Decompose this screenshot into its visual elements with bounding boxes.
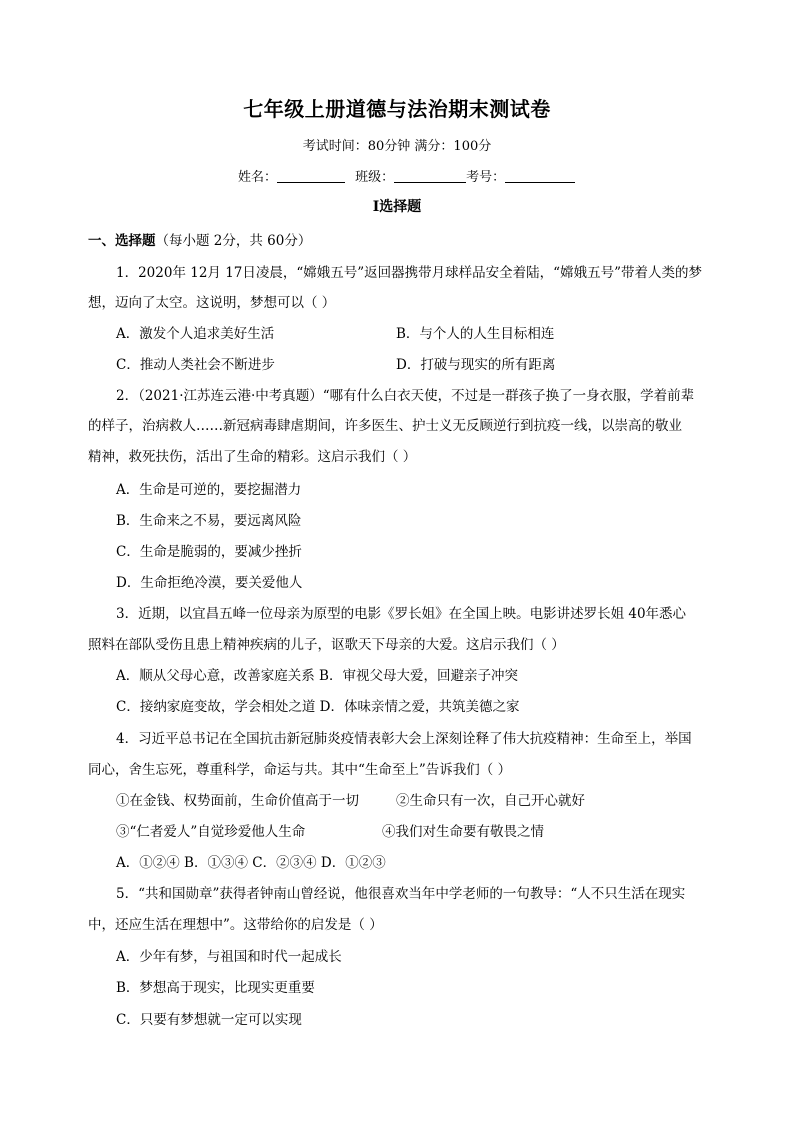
- question-2-option-c: C．生命是脆弱的，要减少挫折: [116, 544, 302, 560]
- part-note: （每小题 2分，共 60分）: [155, 233, 312, 249]
- question-3-line-1: 3．近期，以宜昌五峰一位母亲为原型的电影《罗长姐》在全国上映。电影讲述罗长姐 40年悉心: [116, 606, 687, 622]
- number-blank[interactable]: [505, 168, 575, 183]
- question-5-option-c: C．只要有梦想就一定可以实现: [116, 1012, 302, 1028]
- question-4-statement-1: ①在金钱、权势面前，生命价值高于一切: [116, 793, 359, 809]
- number-label: 考号：: [466, 170, 506, 185]
- question-5-line-2: 中，还应生活在理想中”。这带给你的启发是（ ）: [88, 917, 383, 933]
- question-2-option-b: B．生命来之不易，要远离风险: [116, 513, 302, 529]
- question-1-line-1: 1．2020年 12月 17日凌晨，“嫦娥五号”返回器携带月球样品安全着陆，“嫦娥五号”带着人类的梦: [116, 265, 702, 281]
- question-5-line-1: 5．“共和国勋章”获得者钟南山曾经说，他很喜欢当年中学老师的一句教导：“人不只生活在现实: [116, 886, 686, 902]
- exam-info: 考试时间：80分钟 满分：100分: [302, 139, 492, 154]
- name-blank[interactable]: [277, 168, 345, 183]
- student-info-line: [238, 166, 575, 185]
- question-5-option-b: B．梦想高于现实，比现实更重要: [116, 980, 315, 996]
- question-4-answers: A．①②④ B．①③④ C．②③④ D．①②③: [116, 855, 386, 871]
- question-3-line-2: 照料在部队受伤且患上精神疾病的儿子，讴歌天下母亲的大爱。这启示我们（ ）: [88, 637, 565, 653]
- exam-title: 七年级上册道德与法治期末测试卷: [243, 97, 551, 121]
- question-2-option-d: D．生命拒绝冷漠，要关爱他人: [116, 575, 303, 591]
- part-heading: [88, 229, 311, 249]
- question-1-option-c: C．推动人类社会不断进步: [116, 357, 275, 373]
- question-4-statement-2: ②生命只有一次，自己开心就好: [396, 793, 585, 809]
- question-1-option-a: A．激发个人追求美好生活: [116, 326, 275, 342]
- question-3-options-cd: C．接纳家庭变故，学会相处之道 D．体味亲情之爱，共筑美德之家: [116, 699, 520, 715]
- question-1-option-b: B．与个人的人生目标相连: [396, 326, 555, 342]
- question-2-line-3: 精神，救死扶伤，活出了生命的精彩。这启示我们（ ）: [88, 449, 417, 465]
- question-3-options-ab: A．顺从父母心意，改善家庭关系 B．审视父母大爱，回避亲子冲突: [116, 668, 518, 684]
- question-4-statement-3: ③“仁者爱人”自觉珍爱他人生命: [116, 824, 306, 840]
- class-label: 班级：: [355, 170, 395, 185]
- question-2-line-2: 的样子，治病救人……新冠病毒肆虐期间，许多医生、护士义无反顾逆行到抗疫一线，以崇高的敬业: [88, 418, 682, 434]
- name-label: 姓名：: [238, 170, 278, 185]
- question-4-statement-4: ④我们对生命要有敬畏之情: [382, 824, 544, 840]
- question-2-option-a: A．生命是可逆的，要挖掘潜力: [116, 482, 302, 498]
- section-title: Ⅰ选择题: [372, 199, 422, 215]
- question-4-line-1: 4．习近平总书记在全国抗击新冠肺炎疫情表彰大会上深刻诠释了伟大抗疫精神：生命至上，举国: [116, 731, 692, 747]
- part-label: 一、选择题: [88, 233, 156, 249]
- question-4-line-2: 同心，舍生忘死，尊重科学，命运与共。其中“生命至上”告诉我们（ ）: [88, 762, 512, 778]
- class-blank[interactable]: [394, 168, 466, 183]
- question-5-option-a: A．少年有梦，与祖国和时代一起成长: [116, 949, 342, 965]
- question-2-line-1: 2．（2021·江苏连云港·中考真题）“哪有什么白衣天使，不过是一群孩子换了一身衣服，学着前辈: [116, 388, 695, 404]
- question-1-option-d: D．打破与现实的所有距离: [396, 357, 556, 373]
- question-1-line-2: 想，迈向了太空。这说明，梦想可以（ ）: [88, 295, 336, 311]
